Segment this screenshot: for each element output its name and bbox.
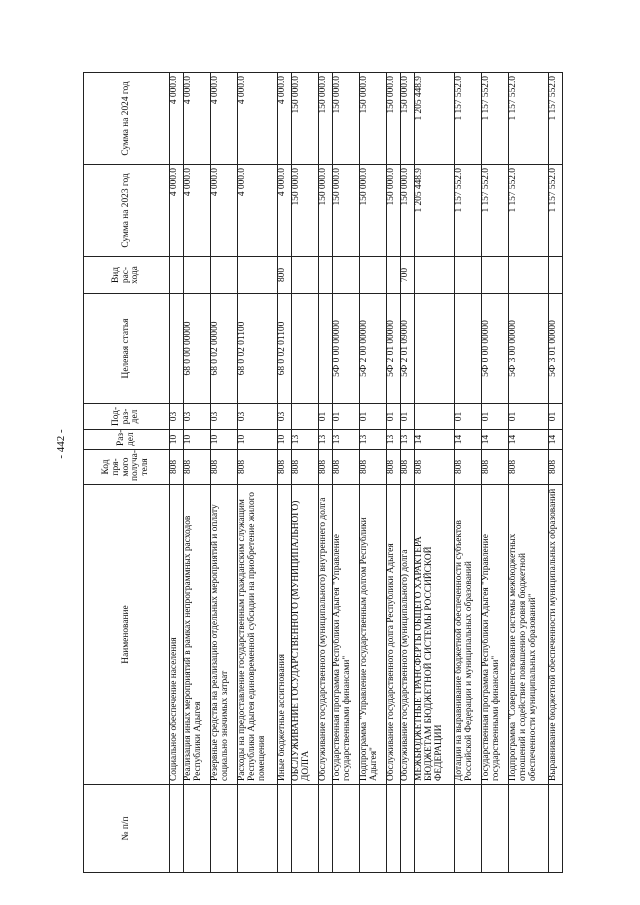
cell-vid	[170, 257, 184, 294]
cell-name: Обслуживание государственного долга Республики Адыгея	[387, 485, 401, 785]
cell-sum-2023: 1 157 552.0	[548, 165, 562, 257]
cell-vid	[415, 257, 455, 294]
cell-vid: 800	[277, 257, 291, 294]
cell-sum-2024: 1 157 552.0	[455, 73, 482, 165]
cell-target: 5Ф 2 00 00000	[360, 294, 387, 404]
cell-podrazdel: 01	[318, 404, 332, 430]
cell-sum-2023: 4 000.0	[211, 165, 238, 257]
cell-sum-2023: 150 000.0	[360, 165, 387, 257]
cell-num	[211, 785, 238, 873]
cell-podrazdel: 01	[387, 404, 401, 430]
cell-podrazdel: 03	[170, 404, 184, 430]
table-row	[509, 73, 549, 873]
table-row	[548, 73, 562, 873]
header-num: № п/п	[84, 785, 170, 873]
cell-code: 808	[360, 450, 387, 485]
cell-razdel: 10	[277, 430, 291, 450]
cell-name: МЕЖБЮДЖЕТНЫЕ ТРАНСФЕРТЫ ОБЩЕГО ХАРАКТЕРА БЮДЖЕТАМ БЮДЖЕТНОЙ СИСТЕМЫ РОССИЙСКОЙ ФЕДЕРАЦИИ	[415, 485, 455, 785]
table-body	[170, 73, 563, 873]
cell-num	[318, 785, 332, 873]
cell-sum-2023: 150 000.0	[387, 165, 401, 257]
cell-sum-2024: 150 000.0	[387, 73, 401, 165]
cell-podrazdel	[291, 404, 318, 430]
cell-target: 5Ф 0 00 00000	[333, 294, 360, 404]
cell-name: Иные бюджетные ассигнования	[277, 485, 291, 785]
cell-sum-2024: 4 000.0	[238, 73, 278, 165]
cell-razdel: 13	[401, 430, 415, 450]
cell-target	[170, 294, 184, 404]
cell-target	[455, 294, 482, 404]
cell-name: Обслуживание государственного (муниципального) долга	[401, 485, 415, 785]
cell-name: Подпрограмма "Управление государственным долгом Республики Адыгея"	[360, 485, 387, 785]
cell-sum-2024: 150 000.0	[333, 73, 360, 165]
cell-sum-2024: 150 000.0	[360, 73, 387, 165]
cell-sum-2023: 4 000.0	[238, 165, 278, 257]
cell-razdel: 13	[333, 430, 360, 450]
cell-code: 808	[333, 450, 360, 485]
cell-vid	[482, 257, 509, 294]
table-row	[170, 73, 184, 873]
cell-name: Расходы на предоставление государственным гражданским служащим Республики Адыгея единовременной субсидии на приобретение жилого помещения	[238, 485, 278, 785]
budget-table	[83, 72, 563, 873]
cell-num	[184, 785, 211, 873]
cell-target: 68 0 00 00000	[184, 294, 211, 404]
cell-num	[291, 785, 318, 873]
cell-razdel: 14	[548, 430, 562, 450]
cell-sum-2023: 1 205 448.9	[415, 165, 455, 257]
cell-sum-2024: 4 000.0	[211, 73, 238, 165]
cell-podrazdel: 01	[509, 404, 549, 430]
cell-sum-2024: 4 000.0	[277, 73, 291, 165]
cell-vid	[291, 257, 318, 294]
cell-code: 808	[170, 450, 184, 485]
cell-num	[548, 785, 562, 873]
cell-razdel: 13	[291, 430, 318, 450]
cell-sum-2023: 4 000.0	[170, 165, 184, 257]
table-row	[238, 73, 278, 873]
cell-vid	[548, 257, 562, 294]
cell-num	[509, 785, 549, 873]
cell-sum-2023: 150 000.0	[291, 165, 318, 257]
cell-target: 68 0 02 01100	[277, 294, 291, 404]
cell-razdel: 13	[387, 430, 401, 450]
cell-podrazdel: 03	[277, 404, 291, 430]
table-row	[401, 73, 415, 873]
cell-vid: 700	[401, 257, 415, 294]
cell-sum-2024: 150 000.0	[291, 73, 318, 165]
cell-name: Государственная программа Республики Адыгея "Управление государственными финансами"	[333, 485, 360, 785]
cell-sum-2023: 1 157 552.0	[455, 165, 482, 257]
table-row	[482, 73, 509, 873]
cell-sum-2023: 150 000.0	[318, 165, 332, 257]
cell-vid	[318, 257, 332, 294]
cell-sum-2024: 4 000.0	[184, 73, 211, 165]
cell-podrazdel: 03	[238, 404, 278, 430]
cell-podrazdel: 01	[548, 404, 562, 430]
table-row	[333, 73, 360, 873]
cell-podrazdel: 01	[455, 404, 482, 430]
cell-target: 68 0 02 00000	[211, 294, 238, 404]
rotated-table-wrapper	[83, 73, 563, 873]
cell-podrazdel: 01	[360, 404, 387, 430]
header-target: Целевая статья	[84, 294, 170, 404]
cell-razdel: 10	[170, 430, 184, 450]
cell-vid	[360, 257, 387, 294]
table-row	[455, 73, 482, 873]
cell-vid	[333, 257, 360, 294]
cell-razdel: 14	[455, 430, 482, 450]
header-vid: Вид рас-хода	[84, 257, 170, 294]
table-row	[211, 73, 238, 873]
cell-code: 808	[277, 450, 291, 485]
cell-target: 5Ф 0 00 00000	[482, 294, 509, 404]
cell-code: 808	[401, 450, 415, 485]
cell-code: 808	[184, 450, 211, 485]
cell-razdel: 13	[318, 430, 332, 450]
table-row	[277, 73, 291, 873]
cell-num	[482, 785, 509, 873]
cell-razdel: 14	[482, 430, 509, 450]
cell-sum-2024: 1 205 448.9	[415, 73, 455, 165]
cell-razdel: 10	[211, 430, 238, 450]
cell-vid	[455, 257, 482, 294]
cell-razdel: 14	[415, 430, 455, 450]
cell-podrazdel: 01	[482, 404, 509, 430]
cell-name: Подпрограмма "Совершенствование системы межбюджетных отношений и содействие повышению уровня бюджетной обеспеченности муниципальных образований"	[509, 485, 549, 785]
cell-podrazdel: 01	[333, 404, 360, 430]
cell-code: 808	[291, 450, 318, 485]
header-sum-2024: Сумма на 2024 год	[84, 73, 170, 165]
cell-name: Реализация иных мероприятий в рамках непрограммных расходов Республики Адыгея	[184, 485, 211, 785]
cell-sum-2023: 4 000.0	[277, 165, 291, 257]
cell-name: Резервные средства на реализацию отдельных мероприятий и оплату социально значимых затрат	[211, 485, 238, 785]
cell-sum-2024: 1 157 552.0	[548, 73, 562, 165]
cell-target	[291, 294, 318, 404]
table-row	[360, 73, 387, 873]
header-code: Код пря-мого получа-теля	[84, 450, 170, 485]
table-row	[415, 73, 455, 873]
cell-razdel: 13	[360, 430, 387, 450]
cell-num	[277, 785, 291, 873]
cell-code: 808	[548, 450, 562, 485]
cell-code: 808	[387, 450, 401, 485]
cell-name: Обслуживание государственного (муниципального) внутреннего долга	[318, 485, 332, 785]
header-razdel: Раз-дел	[84, 430, 170, 450]
cell-vid	[238, 257, 278, 294]
table-header-row	[84, 73, 170, 873]
cell-num	[360, 785, 387, 873]
cell-target: 5Ф 2 01 00000	[387, 294, 401, 404]
cell-sum-2024: 150 000.0	[401, 73, 415, 165]
cell-num	[401, 785, 415, 873]
cell-code: 808	[415, 450, 455, 485]
table-row	[318, 73, 332, 873]
cell-num	[387, 785, 401, 873]
cell-num	[415, 785, 455, 873]
cell-podrazdel: 01	[401, 404, 415, 430]
cell-code: 808	[238, 450, 278, 485]
cell-name: Выравнивание бюджетной обеспеченности муниципальных образований	[548, 485, 562, 785]
cell-podrazdel: 03	[211, 404, 238, 430]
cell-vid	[184, 257, 211, 294]
cell-target	[415, 294, 455, 404]
cell-name: Дотации на выравнивание бюджетной обеспеченности субъектов Российской Федерации и муниципальных образований	[455, 485, 482, 785]
cell-target: 5Ф 3 00 00000	[509, 294, 549, 404]
cell-sum-2023: 1 157 552.0	[482, 165, 509, 257]
cell-razdel: 14	[509, 430, 549, 450]
cell-num	[333, 785, 360, 873]
cell-vid	[387, 257, 401, 294]
cell-vid	[509, 257, 549, 294]
cell-vid	[211, 257, 238, 294]
cell-sum-2023: 1 157 552.0	[509, 165, 549, 257]
cell-sum-2024: 150 000.0	[318, 73, 332, 165]
header-podrazdel: Под-раз-дел	[84, 404, 170, 430]
cell-sum-2024: 1 157 552.0	[482, 73, 509, 165]
cell-sum-2023: 150 000.0	[401, 165, 415, 257]
cell-code: 808	[318, 450, 332, 485]
cell-razdel: 10	[238, 430, 278, 450]
cell-sum-2023: 150 000.0	[333, 165, 360, 257]
table-row	[387, 73, 401, 873]
cell-razdel: 10	[184, 430, 211, 450]
cell-sum-2024: 1 157 552.0	[509, 73, 549, 165]
cell-target: 5Ф 3 01 00000	[548, 294, 562, 404]
header-name: Наименование	[84, 485, 170, 785]
table-row	[184, 73, 211, 873]
cell-num	[170, 785, 184, 873]
cell-target	[318, 294, 332, 404]
cell-target: 5Ф 2 01 09000	[401, 294, 415, 404]
cell-num	[238, 785, 278, 873]
cell-name: ОБСЛУЖИВАНИЕ ГОСУДАРСТВЕННОГО (МУНИЦИПАЛЬНОГО) ДОЛГА	[291, 485, 318, 785]
cell-code: 808	[211, 450, 238, 485]
cell-num	[455, 785, 482, 873]
cell-target: 68 0 02 01100	[238, 294, 278, 404]
table-row	[291, 73, 318, 873]
cell-name: Социальное обеспечение населения	[170, 485, 184, 785]
cell-code: 808	[455, 450, 482, 485]
header-sum-2023: Сумма на 2023 год	[84, 165, 170, 257]
cell-sum-2024: 4 000.0	[170, 73, 184, 165]
cell-code: 808	[509, 450, 549, 485]
cell-code: 808	[482, 450, 509, 485]
page-number: - 442 -	[55, 429, 67, 459]
cell-name: Государственная программа Республики Адыгея "Управление государственными финансами"	[482, 485, 509, 785]
cell-podrazdel: 03	[184, 404, 211, 430]
cell-podrazdel	[415, 404, 455, 430]
cell-sum-2023: 4 000.0	[184, 165, 211, 257]
